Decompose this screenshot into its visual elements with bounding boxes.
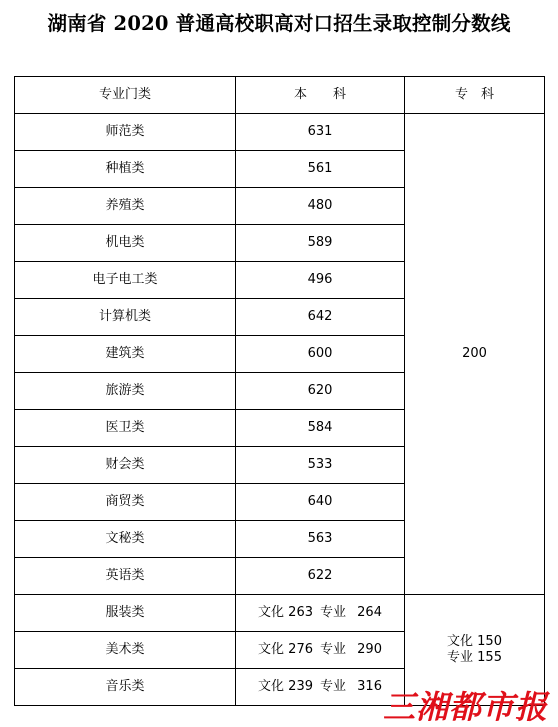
category-cell: 美术类 [15,632,236,669]
culture-label: 文化 [258,605,285,620]
junior-arts-major-line [405,650,544,666]
category-cell: 财会类 [15,447,236,484]
undergrad-score-cell: 640 [236,484,405,521]
score-table-body [15,77,545,706]
undergrad-score-cell: 584 [236,410,405,447]
arts-undergrad-score-cell [236,669,405,706]
culture-score: 150 [477,634,502,649]
category-cell: 服装类 [15,595,236,632]
undergrad-score-cell: 642 [236,299,405,336]
major-label: 专业 [320,642,347,657]
category-cell: 建筑类 [15,336,236,373]
culture-label: 文化 [258,679,285,694]
undergrad-score-cell: 563 [236,521,405,558]
major-label: 专业 [320,679,347,694]
major-label: 专业 [320,605,347,620]
arts-undergrad-score-cell [236,595,405,632]
category-cell: 计算机类 [15,299,236,336]
major-score: 316 [357,679,382,694]
culture-score: 239 [288,679,313,694]
undergrad-score-cell: 561 [236,151,405,188]
header-undergrad: 本 科 [236,77,405,114]
category-cell: 英语类 [15,558,236,595]
junior-general-score-cell: 200 [405,114,545,595]
score-table [14,76,545,706]
major-score: 155 [477,650,502,665]
culture-label: 文化 [447,634,474,649]
major-label: 专业 [447,650,474,665]
undergrad-score-cell: 533 [236,447,405,484]
culture-score: 263 [288,605,313,620]
category-cell: 机电类 [15,225,236,262]
major-score: 264 [357,605,382,620]
category-cell: 文秘类 [15,521,236,558]
major-score: 290 [357,642,382,657]
category-cell: 旅游类 [15,373,236,410]
undergrad-score-cell: 589 [236,225,405,262]
category-cell: 音乐类 [15,669,236,706]
header-category: 专业门类 [15,77,236,114]
category-cell: 电子电工类 [15,262,236,299]
table-row [15,595,545,632]
undergrad-score-cell: 620 [236,373,405,410]
category-cell: 医卫类 [15,410,236,447]
header-junior: 专 科 [405,77,545,114]
junior-arts-culture-line [405,634,544,650]
undergrad-score-cell: 600 [236,336,405,373]
undergrad-score-cell: 631 [236,114,405,151]
undergrad-score-cell: 496 [236,262,405,299]
page-title: 湖南省 2020 普通高校职高对口招生录取控制分数线 [47,12,511,35]
undergrad-score-cell: 622 [236,558,405,595]
culture-score: 276 [288,642,313,657]
category-cell: 种植类 [15,151,236,188]
undergrad-score-cell: 480 [236,188,405,225]
culture-label: 文化 [258,642,285,657]
arts-undergrad-score-cell [236,632,405,669]
category-cell: 师范类 [15,114,236,151]
header-row [15,77,545,114]
category-cell: 商贸类 [15,484,236,521]
category-cell: 养殖类 [15,188,236,225]
table-row [15,114,545,151]
newspaper-watermark-logo: 三湘都市报 [382,688,548,726]
